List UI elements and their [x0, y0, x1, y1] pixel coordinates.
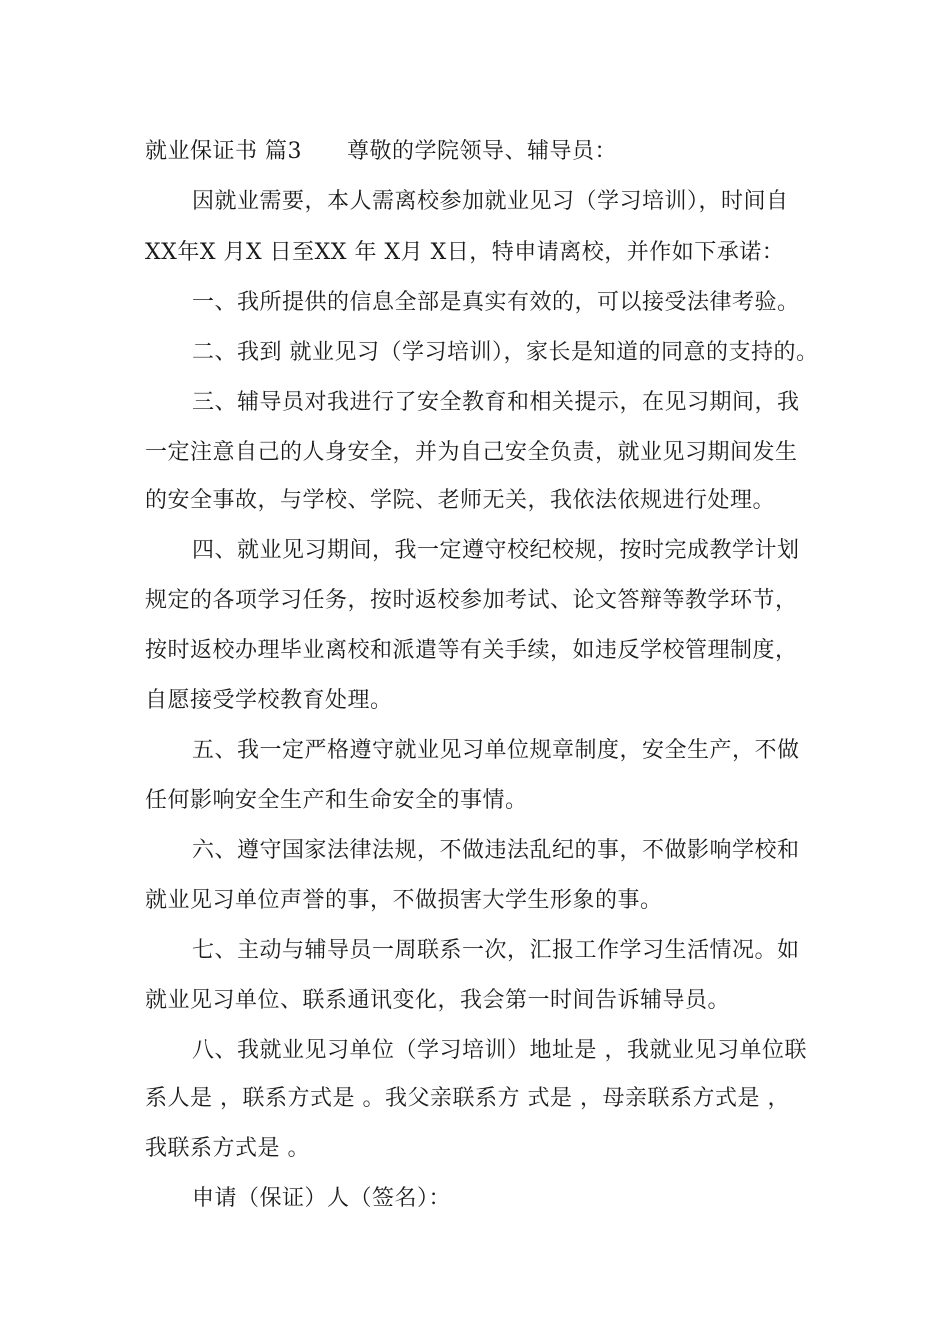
text-line: 二、我到 就业见习（学习培训），家长是知道的同意的支持的。 [192, 340, 819, 365]
text-line: 因就业需要，本人需离校参加就业见习（学习培训），时间自 [192, 189, 789, 214]
text-line: 三、辅导员对我进行了安全教育和相关提示，在见习期间，我 [192, 390, 800, 415]
text-line: 一定注意自己的人身安全，并为自己安全负责，就业见习期间发生 [145, 440, 798, 465]
text-line: 六、遵守国家法律法规，不做违法乱纪的事，不做影响学校和 [192, 838, 800, 863]
text-line: 七、主动与辅导员一周联系一次，汇报工作学习生活情况。如 [192, 938, 800, 963]
text-line: 自愿接受学校教育处理。 [145, 688, 393, 713]
text-line: 八、我就业见习单位（学习培训）地址是 ，我就业见习单位联 [192, 1038, 807, 1063]
text-line: 就业见习单位、联系通讯变化，我会第一时间告诉辅导员。 [145, 988, 731, 1013]
text-line: 系人是 ，联系方式是 。我父亲联系方 式是 ，母亲联系方式是 ， [145, 1086, 790, 1111]
text-line: 任何影响安全生产和生命安全的事情。 [145, 788, 528, 813]
document-heading: 就业保证书 篇3 尊敬的学院领导、辅导员： [145, 139, 617, 164]
text-line: 一、我所提供的信息全部是真实有效的，可以接受法律考验。 [192, 290, 800, 315]
text-line: 按时返校办理毕业离校和派遣等有关手续，如违反学校管理制度， [145, 638, 798, 663]
text-line: 我联系方式是 。 [145, 1136, 310, 1161]
signature-line: 申请（保证）人（签名）： [192, 1186, 452, 1211]
text-line: 五、我一定严格遵守就业见习单位规章制度，安全生产，不做 [192, 738, 800, 763]
text-line: 就业见习单位声誉的事，不做损害大学生形象的事。 [145, 888, 663, 913]
text-line: 规定的各项学习任务，按时返校参加考试、论文答辩等教学环节， [145, 588, 798, 613]
text-line: 四、就业见习期间，我一定遵守校纪校规，按时完成教学计划 [192, 538, 800, 563]
text-line: 的安全事故，与学校、学院、老师无关，我依法依规进行处理。 [145, 488, 776, 513]
text-line: XX年X 月X 日至XX 年 X月 X日，特申请离校，并作如下承诺： [145, 240, 785, 265]
